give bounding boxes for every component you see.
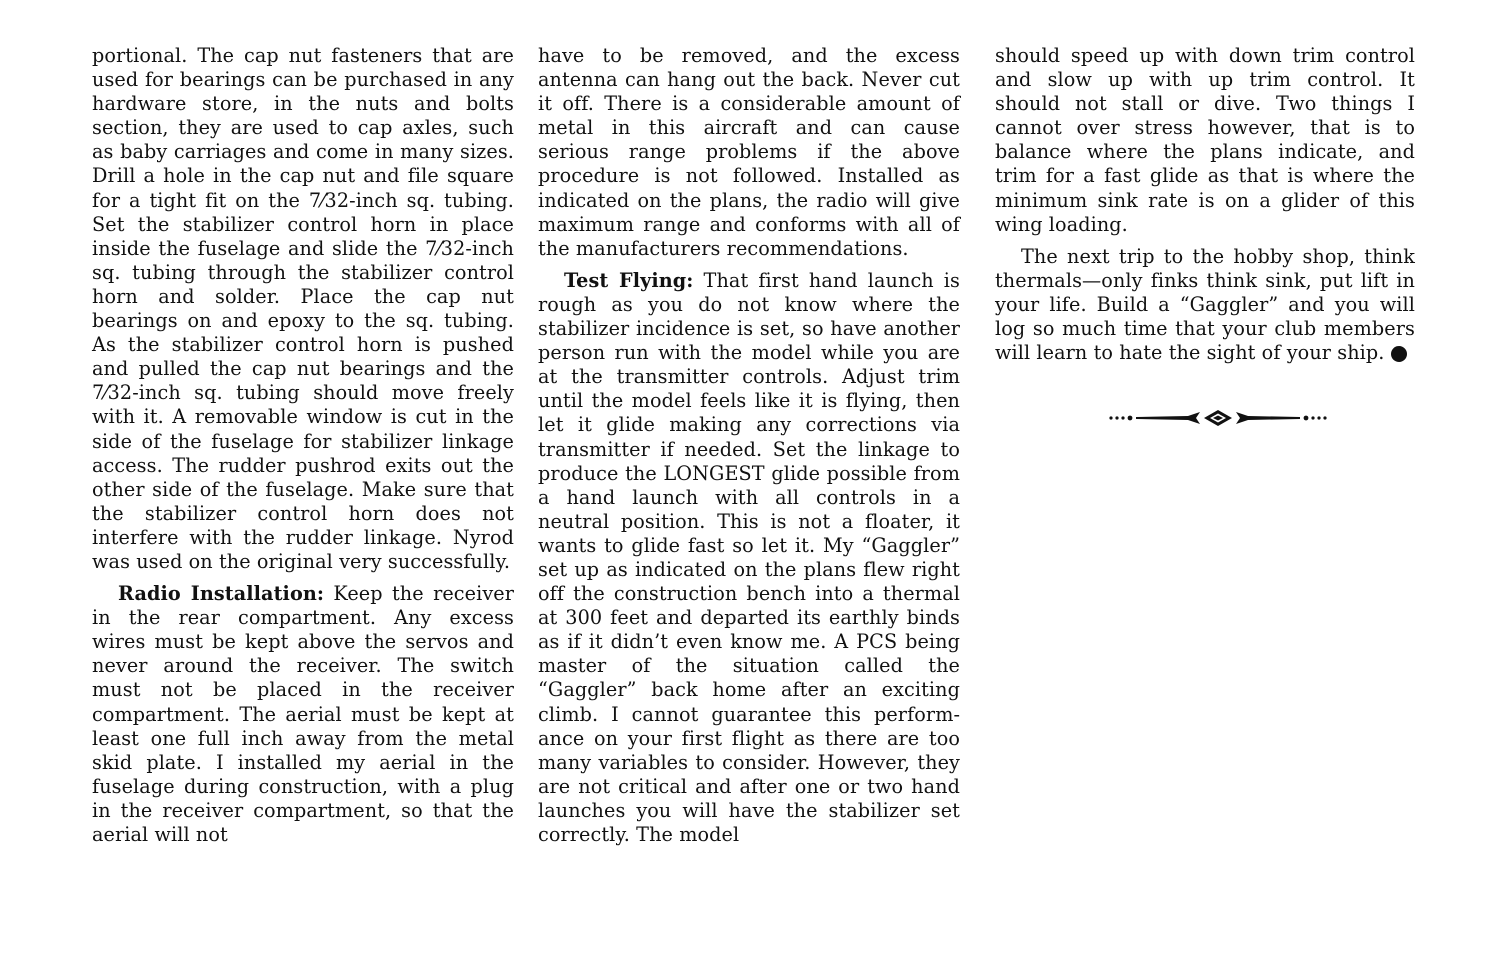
section-heading-radio-installation: Radio Installation: [118, 582, 325, 606]
text-column-3 [995, 44, 1415, 373]
radio-installation-body: Keep the receiver in the rear compartment. Any excess wires must be kept above the servos and never around the receiver. The switch must not be placed in the receiver compartment. The aerial must be kept at least one full inch away from the metal skid plate. I installed my aerial in the fuselage during construction, with a plug in the receiver compartment, so that the aerial will not [92, 582, 514, 846]
paragraph-trim-control: should speed up with down trim control and slow up with up trim control. It should not stall or dive. Two things I cannot over stress however, that is to balance where the plans indicate, and trim for a fast glide as that is where the minimum sink rate is on a glider of this wing loading. [995, 44, 1415, 236]
closing-body: The next trip to the hobby shop, think thermals—only finks think sink, put lift in your life. Build a “Gaggler” and you will log so much time that your club members will learn to hate the sight of your ship. [995, 244, 1415, 365]
paragraph-radio-installation [92, 582, 514, 847]
test-flying-body: That first hand launch is rough as you do not know where the stabilizer incidence is set, so have another person run with the model while you are at the transmitter controls. Adjust trim until the model feels like it is flying, then let it glide making any corrections via transmitter if needed. Set the linkage to produce the LONGEST glide possible from a hand launch with all controls in a neutral position. This is not a floater, it wants to glide fast so let it. My “Gaggler” set up as indicated on the plans flew right off the construction bench into a thermal at 300 feet and departed its earthly binds as if it didn’t even know me. A PCS being master of the situation called the “Gaggler” back home after an exciting climb. I cannot guarantee this performance on your first flight as there are too many variables to consider. However, they are not critical and after one or two hand launches you will have the stabilizer set correctly. The model [538, 268, 960, 846]
text-column-2 [538, 44, 960, 855]
paragraph-closing [995, 245, 1415, 365]
paragraph-antenna: have to be removed, and the excess antenna can hang out the back. Never cut it off. There is a considerable amount of metal in this aircraft and can cause serious range problems if the above procedure is not followed. Installed as indicated on the plans, the radio will give maximum range and conforms with all of the manufacturers recommendations. [538, 44, 960, 260]
end-mark-dot [1391, 346, 1407, 362]
section-heading-test-flying: Test Flying: [564, 268, 694, 292]
text-column-1 [92, 44, 514, 855]
paragraph-test-flying [538, 269, 960, 847]
ornament-divider-icon [1108, 407, 1328, 429]
paragraph-cap-nut-bearings: portional. The cap nut fasteners that are used for bearings can be purchased in any hardware store, in the nuts and bolts section, they are used to cap axles, such as baby carriages and come in many sizes. Drill a hole in the cap nut and file square for a tight fit on the 7⁄32-inch sq. tubing. Set the stabilizer control horn in place inside the fuselage and slide the 7⁄32-inch sq. tubing through the stabilizer control horn and solder. Place the cap nut bearings on and epoxy to the sq. tubing. As the stabilizer control horn is pushed and pulled the cap nut bearings and the 7⁄32-inch sq. tubing should move freely with it. A removable window is cut in the side of the fuselage for stabilizer linkage access. The rudder pushrod exits out the other side of the fuselage. Make sure that the stabilizer control horn does not interfere with the rudder linkage. Nyrod was used on the original very successfully. [92, 44, 514, 573]
